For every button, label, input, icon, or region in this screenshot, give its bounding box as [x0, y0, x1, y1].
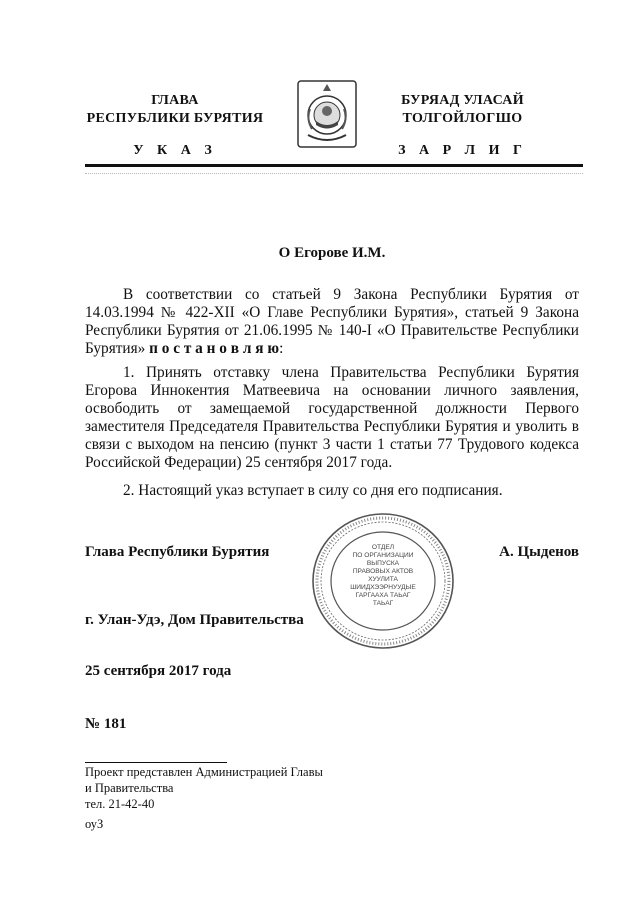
emblem-icon [296, 79, 358, 149]
footer-rule [85, 762, 227, 763]
preamble-paragraph [85, 286, 579, 358]
signing-place: г. Улан-Удэ, Дом Правительства [85, 612, 304, 628]
header-rule-thick [85, 164, 583, 167]
header-left-line2: РЕСПУБЛИКИ БУРЯТИЯ [86, 111, 264, 126]
seal-line: ХУУЛИТА [368, 576, 398, 583]
decree-title: О Егорове И.М. [278, 245, 386, 261]
doc-type-left: У К А З [133, 143, 217, 158]
doc-type-right: З А Р Л И Г [398, 143, 527, 158]
preamble-emphasis: п о с т а н о в л я ю [149, 340, 280, 357]
preamble-text: В соответствии со статьей 9 Закона Республики Бурятия от 14.03.1994 № 422-XII «О Главе Республики Бурятия», статьей 9 Закона Республики Бурятия от 21.06.1995 № 140-I «О Правительстве Республики Бурятия» [85, 286, 579, 357]
decree-item-1: 1. Принять отставку члена Правительства Республики Бурятия Егорова Иннокентия Матвеевича на основании личного заявления, освободить от замещаемой государственной должности Первого заместителя Председателя Правительства Республики Бурятия и уволить в связи с выходом на пенсию (пункт 3 части 1 статьи 77 Трудового кодекса Российской Федерации) 25 сентября 2017 года. [85, 364, 579, 471]
header-rule-dotted [85, 173, 583, 175]
footer-line3: тел. 21-42-40 [85, 797, 155, 811]
official-seal-stamp [309, 510, 457, 652]
preamble-end: : [279, 340, 284, 357]
signatory-position: Глава Республики Бурятия [85, 544, 270, 560]
header-left [85, 92, 265, 128]
seal-line: ОТДЕЛ [371, 544, 395, 551]
seal-line: ШИИДХЭЭРНУУДЫЕ [350, 584, 416, 591]
footer-code: оуЗ [85, 817, 104, 831]
seal-line: ВЫПУСКА [366, 560, 400, 567]
header-right-line1: БУРЯАД УЛАСАЙ [401, 93, 524, 108]
signatory-name: А. Цыденов [499, 544, 579, 560]
decree-item-2: 2. Настоящий указ вступает в силу со дня его подписания. [123, 482, 503, 499]
header-left-line1: ГЛАВА [151, 93, 199, 108]
header-right [390, 92, 535, 128]
seal-line: ПО ОРГАНИЗАЦИИ [352, 552, 414, 559]
seal-line: ПРАВОВЫХ АКТОВ [352, 568, 414, 575]
signing-date: 25 сентября 2017 года [85, 663, 232, 679]
coat-of-arms-emblem [296, 79, 358, 149]
seal-line: ГАРГААХА ТАЬАГ [355, 592, 411, 599]
header-right-line2: ТОЛГОЙЛОГШО [402, 111, 523, 126]
footer-note [85, 764, 323, 812]
seal-text [333, 544, 433, 608]
footer-line2: и Правительства [85, 781, 174, 795]
footer-line1: Проект представлен Администрацией Главы [85, 765, 323, 779]
decree-number: № 181 [85, 716, 127, 732]
seal-line: ТАЬАГ [372, 600, 394, 607]
